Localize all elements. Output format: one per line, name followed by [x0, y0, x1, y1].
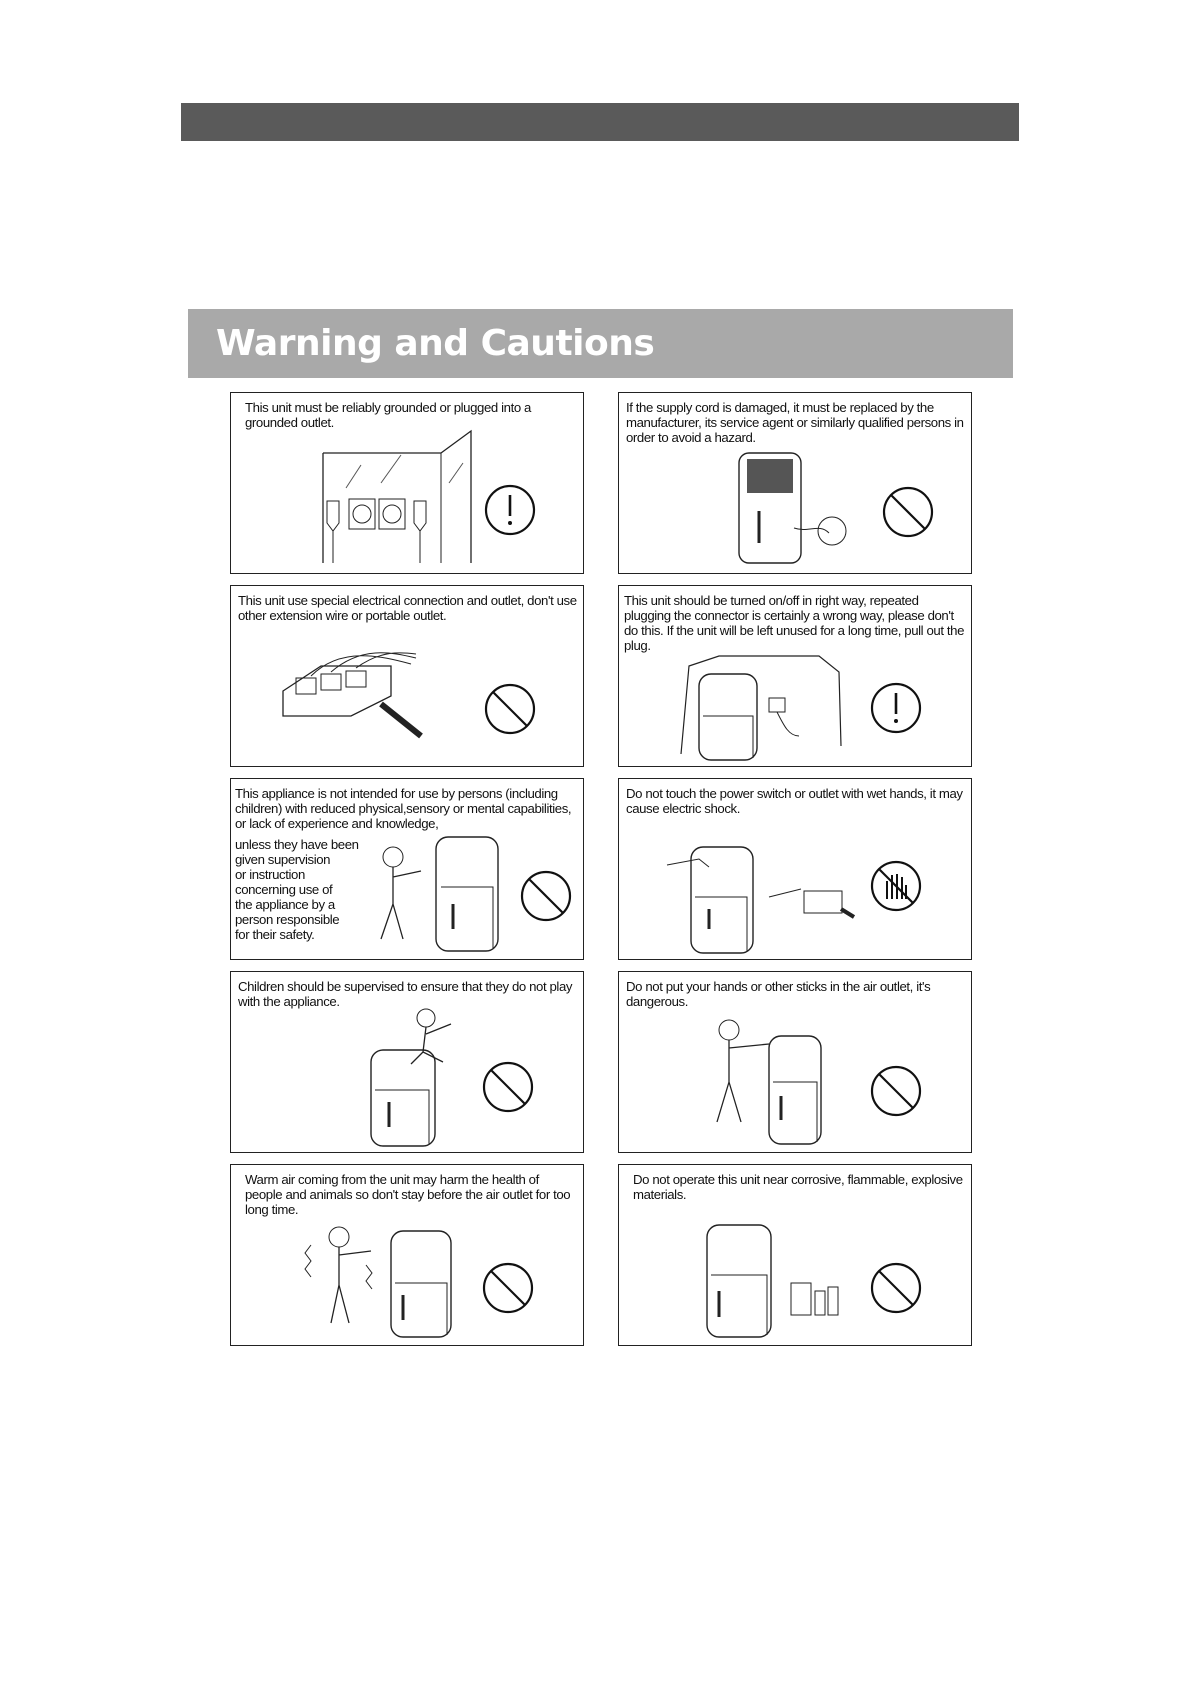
warning-card-children	[230, 971, 584, 1153]
prohibited-icon	[869, 1261, 923, 1315]
prohibited-icon	[869, 1064, 923, 1118]
prohibited-icon	[881, 485, 935, 539]
header-bar	[181, 103, 1019, 141]
card-text-side: unless they have been given supervision or instruction concerning use of the appliance by a person responsible for their safety.	[235, 837, 359, 942]
warning-card-supply-cord	[618, 392, 972, 574]
section-title: Warning and Cautions	[188, 309, 1013, 378]
card-text: Do not touch the power switch or outlet with wet hands, it may cause electric shock.	[626, 786, 963, 816]
card-text: Warm air coming from the unit may harm the health of people and animals so don't stay before the air outlet for too long time.	[245, 1172, 571, 1217]
warning-card-wet-hands	[618, 778, 972, 960]
card-text: This unit must be reliably grounded or plugged into a grounded outlet.	[245, 400, 531, 430]
warning-card-reduced-capabilities	[230, 778, 584, 960]
card-text: This unit should be turned on/off in right way, repeated plugging the connector is certainly a wrong way, please don't do this. If the unit will be left unused for a long time, pull out the plug.	[624, 593, 965, 653]
prohibited-icon	[483, 682, 537, 736]
warning-card-corrosive	[618, 1164, 972, 1346]
warning-card-grounding	[230, 392, 584, 574]
card-text: This appliance is not intended for use by persons (including children) with reduced physical,sensory or mental capabilities, or lack of experience and knowledge,	[235, 786, 572, 831]
prohibited-icon	[519, 869, 573, 923]
card-text: This unit use special electrical connection and outlet, don't use other extension wire or portable outlet.	[238, 593, 577, 623]
no-wet-hands-icon	[869, 859, 923, 913]
card-text: Children should be supervised to ensure that they do not play with the appliance.	[238, 979, 573, 1009]
warning-card-plugging	[618, 585, 972, 767]
card-text: Do not put your hands or other sticks in the air outlet, it's dangerous.	[626, 979, 931, 1009]
warning-card-warm-air	[230, 1164, 584, 1346]
warning-card-air-outlet	[618, 971, 972, 1153]
warning-card-extension	[230, 585, 584, 767]
card-text: If the supply cord is damaged, it must be replaced by the manufacturer, its service agent or similarly qualified persons in order to avoid a hazard.	[626, 400, 964, 445]
card-text: Do not operate this unit near corrosive, flammable, explosive materials.	[633, 1172, 963, 1202]
exclamation-icon	[869, 681, 923, 735]
prohibited-icon	[481, 1261, 535, 1315]
prohibited-icon	[481, 1060, 535, 1114]
exclamation-icon	[483, 483, 537, 537]
